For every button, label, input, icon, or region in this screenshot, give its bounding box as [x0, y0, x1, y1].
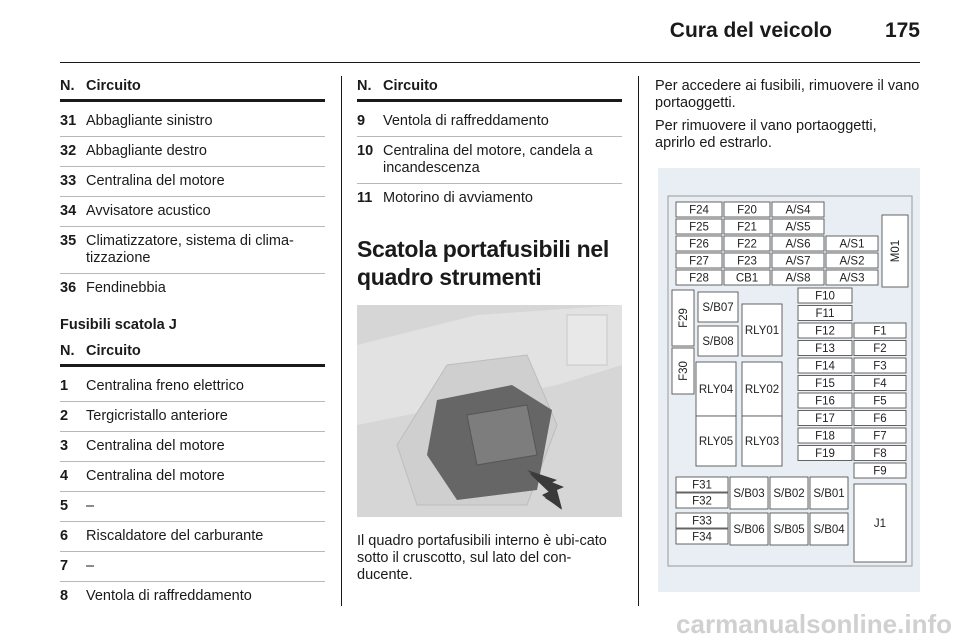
fuse-as6-label: A/S6 [785, 238, 811, 251]
fuse-circuit: Fendinebbia [86, 280, 166, 296]
fuse-f27-label: F27 [689, 255, 709, 268]
fuse-number: 33 [60, 173, 77, 189]
instruction-paragraph-2: Per rimuovere il vano portaoggetti, aprirlo ed estrarlo. [655, 118, 877, 151]
fuse-number: 10 [357, 143, 374, 159]
fuse-circuit: Centralina del motore, candela a incandescenza [383, 143, 593, 176]
table-row [357, 137, 622, 184]
fuse-number: 2 [60, 408, 69, 424]
table-row [60, 107, 325, 137]
header-circuit: Circuito [86, 343, 141, 359]
page-number: 175 [884, 19, 920, 42]
table-row [60, 227, 325, 274]
fuse-number: 5 [60, 498, 69, 514]
fuse-as8-label: A/S8 [785, 272, 811, 285]
fuse-circuit: Centralina del motore [86, 173, 225, 189]
fuse-f10-label: F10 [815, 290, 835, 303]
column-divider [341, 76, 342, 606]
fuse-sb08-label: S/B08 [702, 336, 734, 348]
header-number: N. [60, 78, 75, 94]
fuse-f21-label: F21 [737, 221, 757, 234]
fuse-table-2 [60, 372, 325, 611]
fuse-sb07-label: S/B07 [702, 302, 734, 314]
table-row [60, 552, 325, 582]
table-row [60, 167, 325, 197]
fuse-number: 11 [357, 190, 373, 206]
table-row [60, 402, 325, 432]
page-title: Cura del veicolo [669, 19, 832, 42]
relay-rly02-label: RLY02 [744, 384, 780, 396]
fuse-sb04-label: S/B04 [813, 524, 845, 536]
fuse-as7-label: A/S7 [785, 255, 811, 268]
fuse-number: 32 [60, 143, 77, 159]
fuse-f24-label: F24 [689, 204, 709, 217]
fuse-f29-label: F29 [678, 308, 690, 328]
fuse-circuit: Ventola di raffreddamento [86, 588, 252, 604]
fuse-circuit: Centralina del motore [86, 468, 225, 484]
fuse-f23-label: F23 [737, 255, 757, 268]
fuse-f13-label: F13 [815, 343, 835, 355]
relay-rly03-label: RLY03 [744, 436, 780, 448]
table-row [60, 492, 325, 522]
fuse-circuit: Climatizzatore, sistema di clima-tizzazione [86, 233, 294, 266]
fuse-number: 36 [60, 280, 77, 296]
fuse-f7-label: F7 [873, 430, 887, 443]
header-circuit: Circuito [86, 78, 141, 94]
fuse-f16-label: F16 [815, 395, 835, 408]
fuse-circuit: – [86, 558, 95, 574]
fuse-m01-label: M01 [890, 239, 902, 263]
fuse-panel-illustration [357, 305, 622, 517]
fuse-as3-label: A/S3 [839, 272, 865, 285]
table-row [60, 274, 325, 303]
fuse-f22-label: F22 [737, 238, 757, 251]
fuse-f4-label: F4 [873, 378, 887, 390]
fuse-f12-label: F12 [815, 325, 835, 338]
fuse-f9-label: F9 [873, 465, 887, 478]
fuse-as4-label: A/S4 [785, 204, 811, 217]
fuse-f34-label: F34 [692, 531, 712, 544]
fuse-circuit: Avvisatore acustico [86, 203, 211, 219]
table-row [60, 522, 325, 552]
fuse-f25-label: F25 [689, 221, 709, 234]
fuse-number: 31 [60, 113, 77, 129]
relay-rly05-label: RLY05 [698, 436, 734, 448]
table-row [60, 582, 325, 611]
column-middle [357, 78, 622, 590]
fuse-cb1-label: CB1 [735, 272, 759, 285]
fuse-number: 4 [60, 468, 69, 484]
column-left [60, 78, 325, 611]
fuse-circuit: Abbagliante sinistro [86, 113, 213, 129]
fuse-circuit: Centralina del motore [86, 438, 225, 454]
fuse-circuit: Abbagliante destro [86, 143, 207, 159]
fuse-number: 9 [357, 113, 366, 129]
fuse-box-svg [658, 168, 920, 592]
section-title: Scatola portafusibili nel quadro strumenti [357, 236, 609, 290]
fuse-f31-label: F31 [692, 479, 712, 492]
table-row [60, 372, 325, 402]
fuse-box-diagram [658, 168, 920, 592]
fuse-f6-label: F6 [873, 413, 887, 425]
fuse-f19-label: F19 [815, 448, 835, 460]
fuse-circuit: Tergicristallo anteriore [86, 408, 228, 424]
fuse-j1-label: J1 [873, 518, 887, 530]
fuse-f33-label: F33 [692, 515, 712, 528]
fuse-number: 6 [60, 528, 69, 544]
fuse-number: 7 [60, 558, 69, 574]
header-number: N. [60, 343, 75, 359]
fuse-circuit: Ventola di raffreddamento [383, 113, 549, 129]
fuse-table-1 [60, 107, 325, 303]
subheading: Fusibili scatola J [60, 317, 177, 333]
fuse-f8-label: F8 [873, 448, 887, 460]
instruction-paragraph-1: Per accedere ai fusibili, rimuovere il vano portaoggetti. [655, 78, 920, 111]
fuse-table-3 [357, 107, 622, 213]
fuse-circuit: Centralina freno elettrico [86, 378, 244, 394]
fuse-as5-label: A/S5 [785, 221, 811, 234]
fuse-number: 8 [60, 588, 69, 604]
header-circuit: Circuito [383, 78, 438, 94]
fuse-circuit: Motorino di avviamento [383, 190, 533, 206]
fuse-f1-label: F1 [873, 325, 887, 338]
fuse-f18-label: F18 [815, 430, 835, 443]
table-header [357, 78, 622, 102]
header-number: N. [357, 78, 372, 94]
fuse-as2-label: A/S2 [839, 255, 865, 268]
fuse-f5-label: F5 [873, 395, 887, 408]
photo-caption: Il quadro portafusibili interno è ubi-cato sotto il cruscotto, sul lato del con-ducente. [357, 533, 607, 583]
table-header [60, 78, 325, 102]
fuse-f28-label: F28 [689, 272, 709, 285]
fuse-f14-label: F14 [815, 360, 835, 373]
column-divider [638, 76, 639, 606]
fuse-sb05-label: S/B05 [773, 524, 805, 536]
fuse-number: 1 [60, 378, 69, 394]
fuse-number: 34 [60, 203, 77, 219]
fuse-f17-label: F17 [815, 413, 835, 425]
column-right [655, 78, 920, 158]
fuse-f2-label: F2 [873, 343, 887, 355]
table-row [60, 432, 325, 462]
fuse-circuit: – [86, 498, 95, 514]
table-row [60, 137, 325, 167]
table-row [357, 184, 622, 213]
fuse-number: 35 [60, 233, 77, 249]
relay-rly04-label: RLY04 [698, 384, 734, 396]
table-row [60, 197, 325, 227]
table-header [60, 343, 325, 367]
fuse-sb01-label: S/B01 [813, 488, 845, 500]
watermark: carmanualsonline.info [676, 609, 952, 639]
table-row [357, 107, 622, 137]
fuse-number: 3 [60, 438, 69, 454]
fuse-sb02-label: S/B02 [773, 488, 805, 500]
dashboard-photo [357, 305, 622, 517]
fuse-f30-label: F30 [678, 361, 690, 381]
fuse-f11-label: F11 [815, 308, 835, 320]
fuse-f3-label: F3 [873, 360, 887, 373]
fuse-f15-label: F15 [815, 378, 835, 390]
fuse-f20-label: F20 [737, 204, 757, 217]
fuse-circuit: Riscaldatore del carburante [86, 528, 264, 544]
relay-rly01-label: RLY01 [744, 325, 780, 337]
table-row [60, 462, 325, 492]
fuse-sb06-label: S/B06 [733, 524, 765, 536]
fuse-f26-label: F26 [689, 238, 709, 251]
fuse-sb03-label: S/B03 [733, 488, 765, 500]
fuse-as1-label: A/S1 [839, 238, 865, 251]
fuse-f32-label: F32 [692, 495, 712, 508]
page-header [60, 0, 920, 63]
